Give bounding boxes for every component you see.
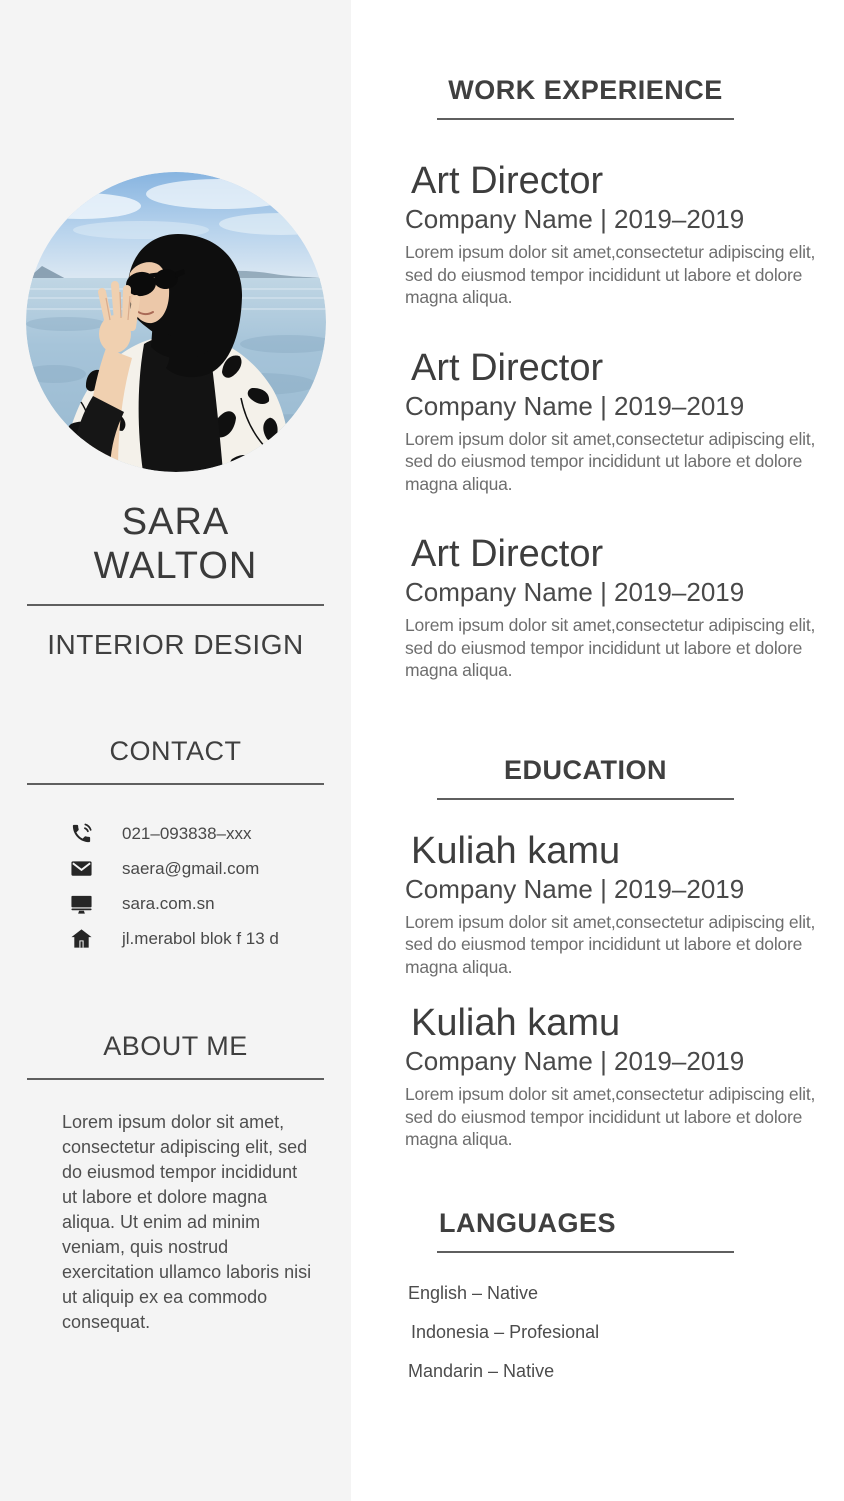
education-description: Lorem ipsum dolor sit amet,consectetur adipiscing elit, sed do eiusmod tempor incididunt ut labore et dolore magna aliqua. <box>405 1084 816 1149</box>
contact-row-email <box>70 851 351 886</box>
education-entry <box>405 830 829 979</box>
languages-section <box>351 1207 844 1382</box>
work-section <box>351 74 844 682</box>
education-title: Kuliah kamu <box>411 829 621 872</box>
name-divider <box>27 604 324 606</box>
sidebar <box>0 0 351 1501</box>
job-title: Art Director <box>411 346 604 389</box>
education-section <box>351 754 844 1151</box>
language-item: Mandarin – Native <box>408 1360 555 1381</box>
about-divider <box>27 1078 324 1080</box>
contact-list <box>70 816 351 956</box>
contact-divider <box>27 783 324 785</box>
education-meta: Company Name | 2019–2019 <box>405 873 745 904</box>
job-title: Art Director <box>411 533 604 575</box>
email-value: saera@gmail.com <box>122 858 260 878</box>
website-value: sara.com.sn <box>122 893 215 913</box>
job-meta: Company Name | 2019–2019 <box>405 390 745 421</box>
job-meta: Company Name | 2019–2019 <box>405 204 745 234</box>
education-meta: Company Name | 2019–2019 <box>405 1046 745 1076</box>
phone-value: 021–093838–xxx <box>122 823 252 843</box>
work-heading: WORK EXPERIENCE <box>448 75 723 105</box>
profile-photo-illustration <box>26 172 326 472</box>
home-icon <box>70 927 93 950</box>
contact-row-address <box>70 921 351 956</box>
education-title: Kuliah kamu <box>411 1002 621 1044</box>
contact-row-website <box>70 886 351 921</box>
person-name-line2: WALTON <box>93 545 258 587</box>
education-divider <box>437 798 734 800</box>
education-description: Lorem ipsum dolor sit amet,consectetur adipiscing elit, sed do eiusmod tempor incididunt ut labore et dolore magna aliqua. <box>405 911 816 977</box>
language-item: Indonesia – Profesional <box>411 1321 600 1342</box>
job-description: Lorem ipsum dolor sit amet,consectetur adipiscing elit, sed do eiusmod tempor incididunt ut labore et dolore magna aliqua. <box>405 615 816 680</box>
education-heading: EDUCATION <box>504 754 667 785</box>
person-name-line1: SARA <box>121 501 230 543</box>
languages-heading: LANGUAGES <box>439 1207 617 1238</box>
job-title: Art Director <box>411 160 604 202</box>
phone-icon <box>70 822 93 845</box>
person-name <box>0 500 351 588</box>
job-description: Lorem ipsum dolor sit amet,consectetur adipiscing elit, sed do eiusmod tempor incididunt ut labore et dolore magna aliqua. <box>405 428 816 494</box>
profile-photo <box>26 172 326 472</box>
work-entry <box>405 533 829 682</box>
main-column <box>351 0 844 1501</box>
job-description: Lorem ipsum dolor sit amet,consectetur adipiscing elit, sed do eiusmod tempor incididunt ut labore et dolore magna aliqua. <box>405 242 816 307</box>
languages-divider <box>437 1251 734 1253</box>
contact-row-phone <box>70 816 351 851</box>
education-entry <box>405 1002 829 1151</box>
work-entry <box>405 160 829 309</box>
address-value: jl.merabol blok f 13 d <box>122 928 279 948</box>
about-heading: ABOUT ME <box>103 1031 248 1061</box>
profession-title: INTERIOR DESIGN <box>47 629 304 660</box>
language-item: English – Native <box>408 1282 539 1303</box>
about-text: Lorem ipsum dolor sit amet, consectetur adipiscing elit, sed do eiusmod tempor incididunt ut labore et dolore magna aliqua. Ut enim ad minim veniam, quis nostrud exercitation ullamco laboris nisi ut aliquip ex ea commodo consequat. <box>62 1112 312 1332</box>
email-icon <box>70 857 93 880</box>
website-icon <box>70 892 93 915</box>
languages-list <box>408 1283 844 1382</box>
contact-heading: CONTACT <box>109 736 242 766</box>
work-entry <box>405 347 829 496</box>
job-meta: Company Name | 2019–2019 <box>405 577 745 607</box>
work-divider <box>437 118 734 120</box>
